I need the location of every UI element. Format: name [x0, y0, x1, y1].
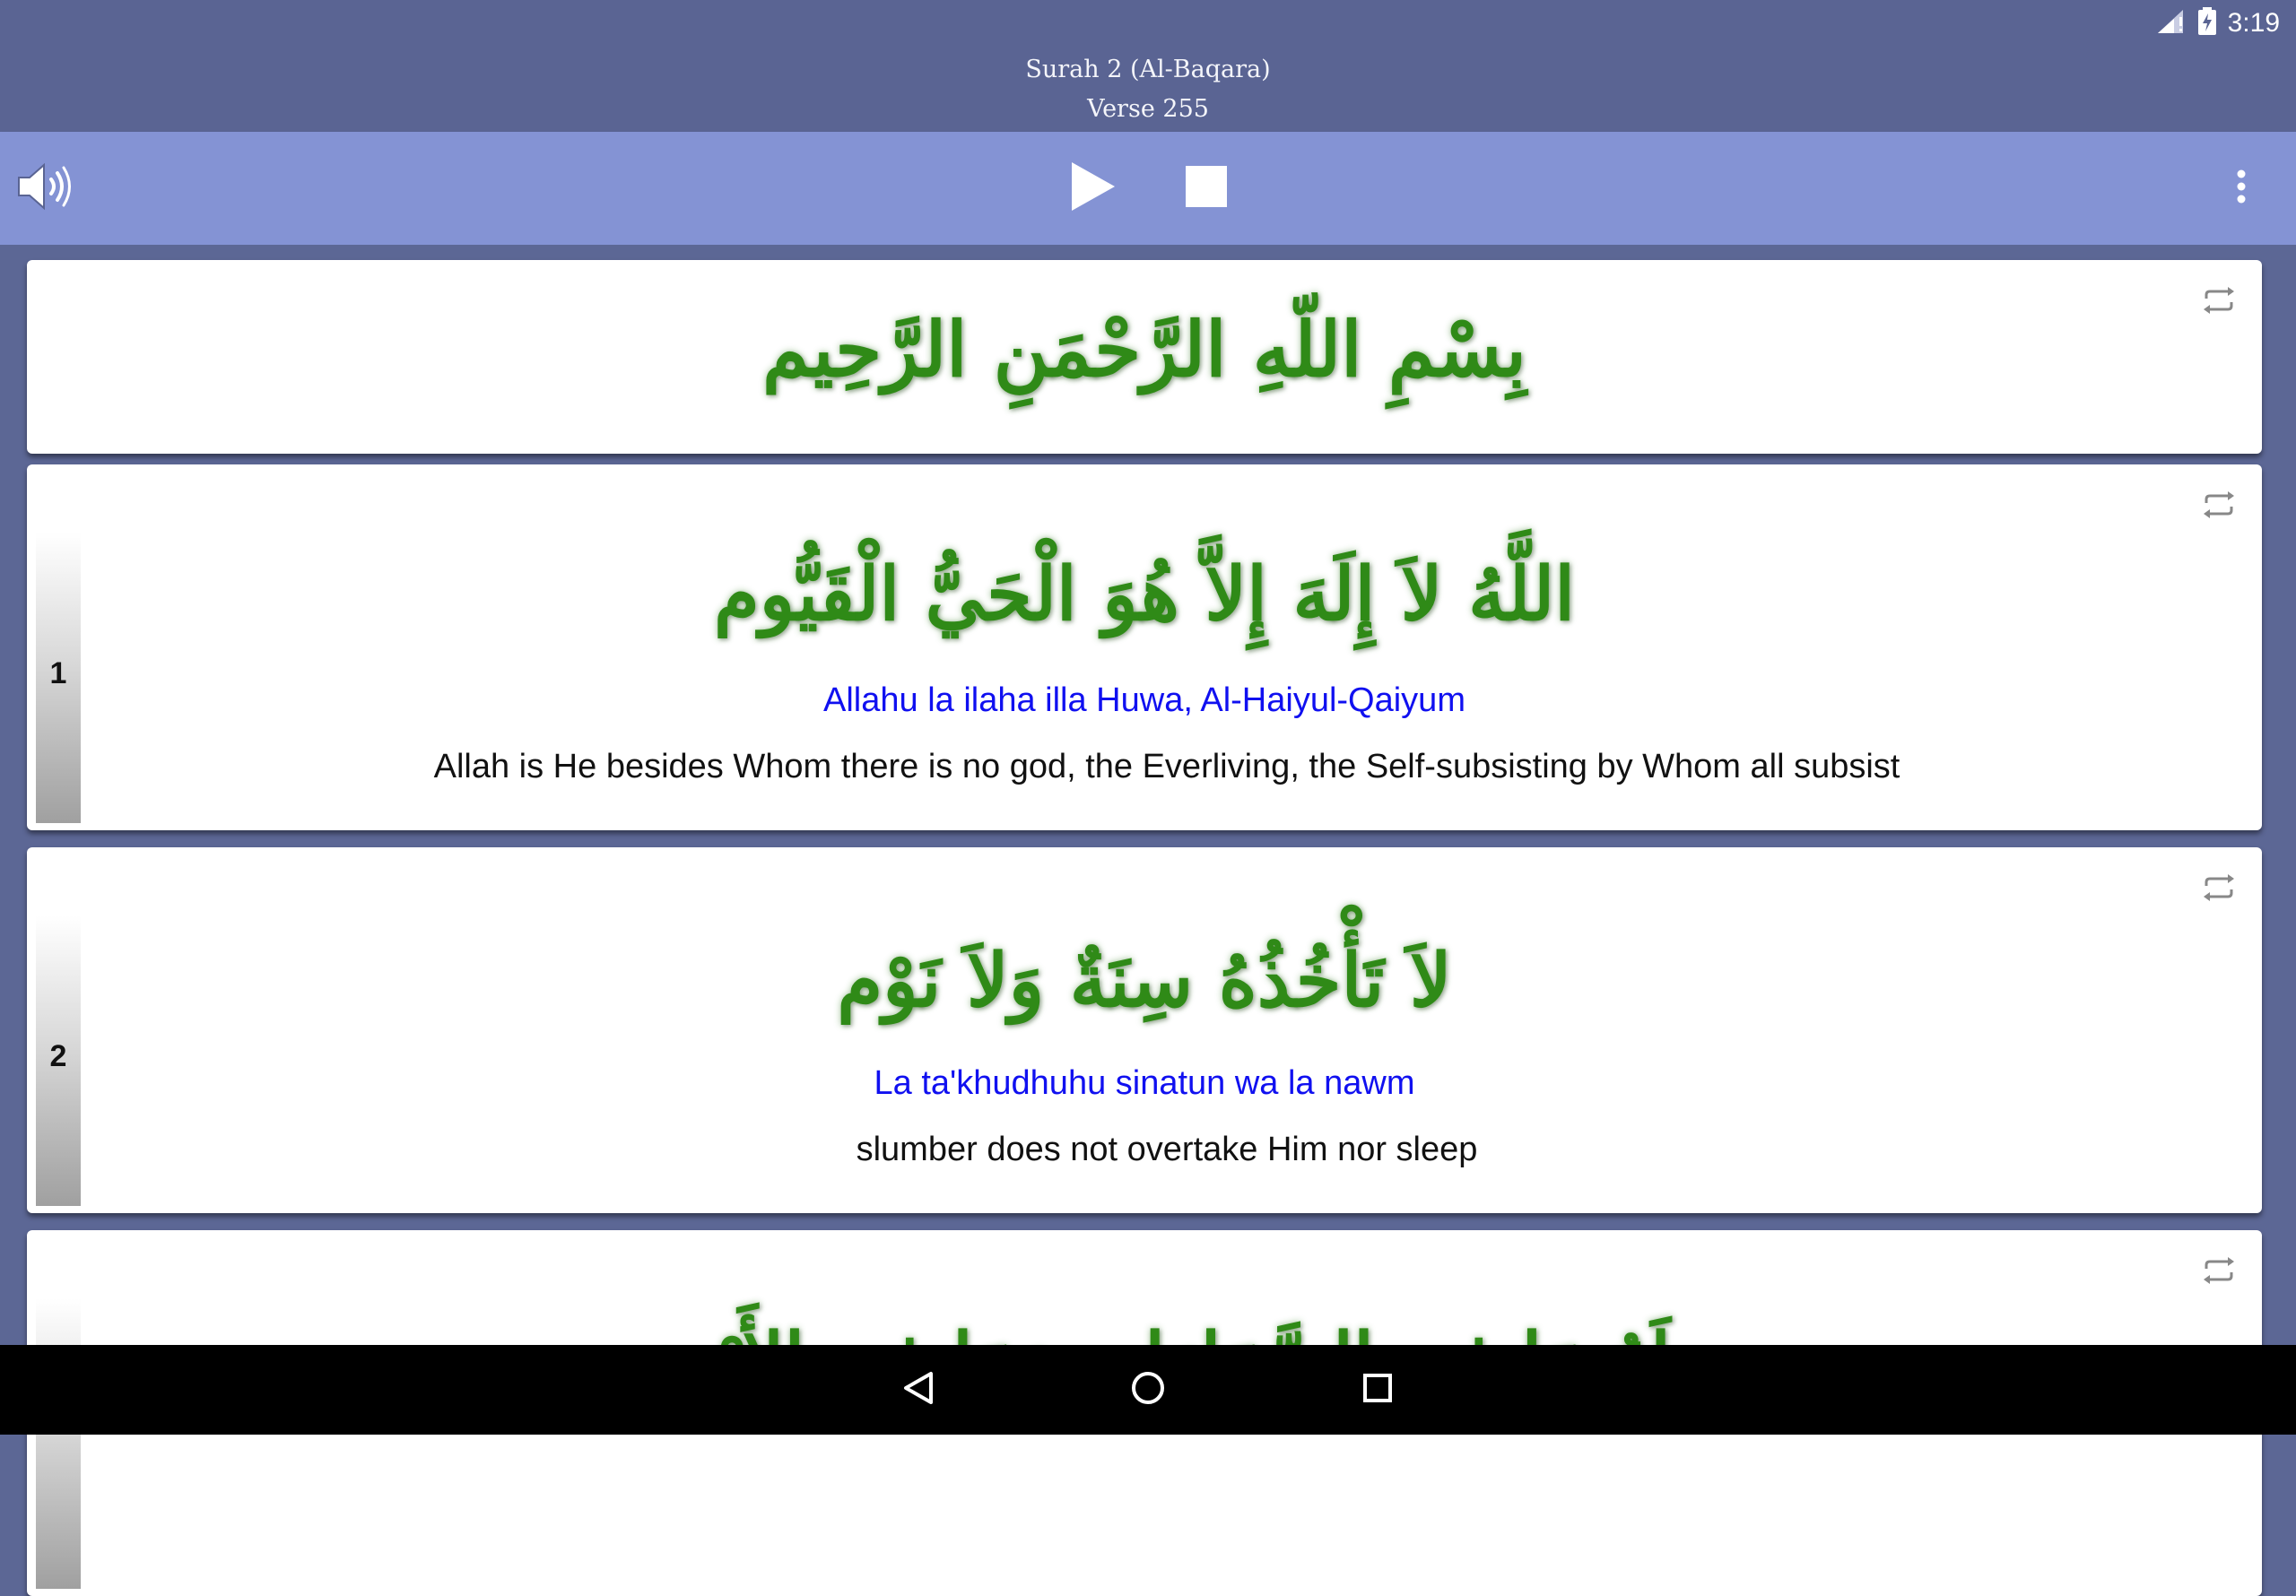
verse-number: 1: [49, 656, 67, 690]
stop-button[interactable]: [1175, 157, 1238, 220]
recents-icon: [1360, 1370, 1396, 1410]
stop-icon: [1184, 164, 1229, 213]
verse-list[interactable]: [0, 245, 2296, 1345]
more-options-button[interactable]: [2221, 157, 2262, 220]
volume-icon: [15, 160, 73, 217]
repeat-icon[interactable]: [2201, 285, 2237, 316]
arabic-text: بِسْمِ اللّهِ الرَّحْمَنِ الرَّحِيم: [762, 305, 1526, 394]
translation-text: Allah is He besides Whom there is no god, the Everliving, the Self-subsisting by Whom all subsist: [433, 748, 1900, 785]
transliteration-text: Allahu la ilaha illa Huwa, Al-Haiyul-Qaiyum: [823, 681, 1465, 719]
arabic-text: اللَّهُ لاَ إِلَهَ إِلاَّ هُوَ الْحَيُّ الْقَيُّوم: [714, 551, 1575, 638]
verse-number: 2: [49, 1039, 67, 1073]
audio-toolbar: [0, 132, 2296, 245]
verse-number-bar: [36, 1298, 81, 1589]
repeat-icon[interactable]: [2201, 490, 2237, 520]
recents-button[interactable]: [1351, 1363, 1405, 1417]
title-header: [0, 47, 2296, 132]
arabic-text: لاَ تَأْخُذُهُ سِنَةٌ وَلاَ نَوْم: [837, 938, 1452, 1024]
home-button[interactable]: [1121, 1363, 1175, 1417]
verse-card[interactable]: [27, 464, 2262, 830]
translation-text: slumber does not overtake Him nor sleep: [856, 1131, 1478, 1168]
back-icon: [900, 1370, 936, 1410]
battery-charging-icon: [2197, 7, 2217, 39]
signal-icon: [2156, 8, 2187, 39]
transliteration-text: La ta'khudhuhu sinatun wa la nawm: [874, 1064, 1415, 1102]
repeat-icon[interactable]: [2201, 1255, 2237, 1286]
play-button[interactable]: [1064, 157, 1123, 220]
play-icon: [1068, 159, 1118, 218]
volume-button[interactable]: [13, 159, 75, 218]
verse-card[interactable]: [27, 260, 2262, 454]
surah-title: Surah 2 (Al-Baqara): [1025, 56, 1271, 83]
verse-label: Verse 255: [1087, 95, 1209, 123]
more-vert-icon: [2236, 169, 2247, 208]
status-bar: [0, 0, 2296, 47]
status-time: 3:19: [2227, 8, 2280, 38]
repeat-icon[interactable]: [2201, 872, 2237, 903]
navigation-bar: [0, 1345, 2296, 1435]
verse-card[interactable]: [27, 847, 2262, 1213]
status-icons: [2156, 7, 2280, 39]
home-icon: [1130, 1370, 1166, 1410]
back-button[interactable]: [891, 1363, 945, 1417]
